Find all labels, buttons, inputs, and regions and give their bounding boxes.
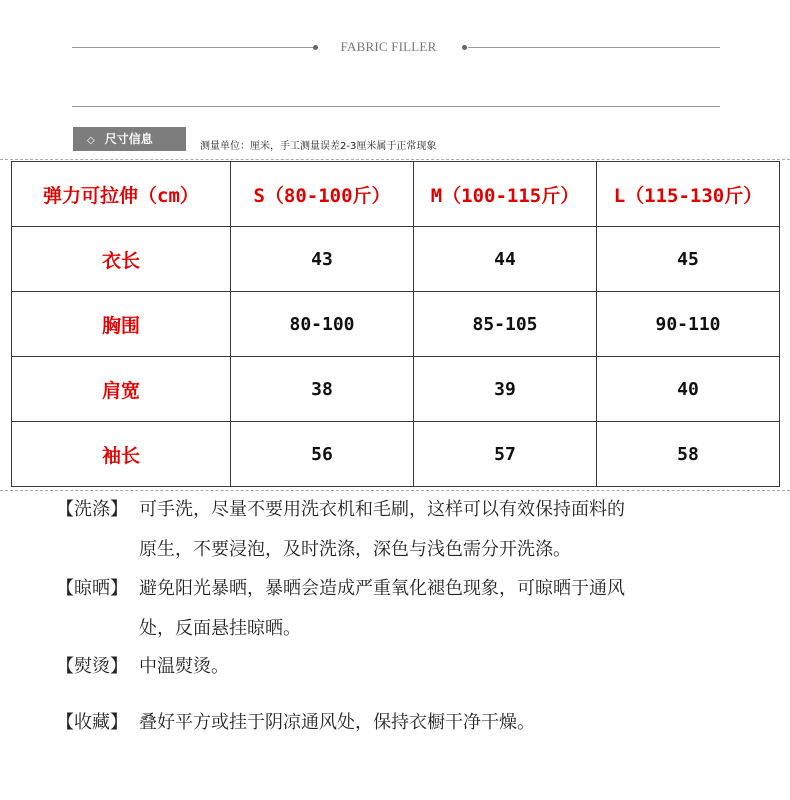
header-dot-left xyxy=(313,45,318,50)
care-text-line: 原生，不要浸泡，及时洗涤，深色与浅色需分开洗涤。 xyxy=(139,539,571,560)
row-label: 衣长 xyxy=(12,227,231,292)
table-row xyxy=(12,292,780,357)
header-line-left xyxy=(72,47,314,48)
table-header-cell: S（80-100斤） xyxy=(231,162,414,227)
table-cell: 40 xyxy=(597,357,780,422)
care-ironing xyxy=(56,647,756,687)
care-storage xyxy=(56,703,756,743)
care-tag: 【熨烫】 xyxy=(56,656,128,677)
table-cell: 57 xyxy=(414,422,597,487)
care-tag: 【洗涤】 xyxy=(56,499,128,520)
care-tag: 【晾晒】 xyxy=(56,578,128,599)
size-info-label xyxy=(73,127,186,151)
measurement-note: 测量单位：厘米，手工测量误差2-3厘米属于正常现象 xyxy=(200,141,437,152)
care-text-line: 叠好平方或挂于阴凉通风处，保持衣橱干净干燥。 xyxy=(139,712,535,733)
dashed-line-top xyxy=(0,159,790,160)
table-header-row xyxy=(12,162,780,227)
table-row xyxy=(12,227,780,292)
care-text-line: 避免阳光暴晒，暴晒会造成严重氧化褪色现象，可晾晒于通风 xyxy=(139,578,625,599)
table-cell: 39 xyxy=(414,357,597,422)
size-info-label-text: 尺寸信息 xyxy=(104,132,153,146)
divider-line xyxy=(72,106,720,107)
table-cell: 80-100 xyxy=(231,292,414,357)
table-header-cell: L（115-130斤） xyxy=(597,162,780,227)
table-cell: 90-110 xyxy=(597,292,780,357)
table-row xyxy=(12,357,780,422)
row-label: 胸围 xyxy=(12,292,231,357)
table-cell: 45 xyxy=(597,227,780,292)
table-cell: 85-105 xyxy=(414,292,597,357)
table-header-cell: 弹力可拉伸（cm） xyxy=(12,162,231,227)
diamond-icon: ◇ xyxy=(87,135,95,146)
table-cell: 58 xyxy=(597,422,780,487)
care-text-line: 可手洗，尽量不要用洗衣机和毛刷，这样可以有效保持面料的 xyxy=(139,499,625,520)
care-text-line: 中温熨烫。 xyxy=(139,656,229,677)
table-header-cell: M（100-115斤） xyxy=(414,162,597,227)
care-drying xyxy=(56,569,756,649)
row-label: 肩宽 xyxy=(12,357,231,422)
header-dot-right xyxy=(462,45,467,50)
header-title: FABRIC FILLER xyxy=(340,39,437,54)
care-tag: 【收藏】 xyxy=(56,712,128,733)
header-line-right xyxy=(468,47,720,48)
table-cell: 43 xyxy=(231,227,414,292)
table-cell: 44 xyxy=(414,227,597,292)
table-cell: 56 xyxy=(231,422,414,487)
table-cell: 38 xyxy=(231,357,414,422)
table-row xyxy=(12,422,780,487)
size-table xyxy=(11,161,780,487)
care-text-line: 处，反面悬挂晾晒。 xyxy=(139,618,301,639)
care-washing xyxy=(56,490,756,570)
row-label: 袖长 xyxy=(12,422,231,487)
